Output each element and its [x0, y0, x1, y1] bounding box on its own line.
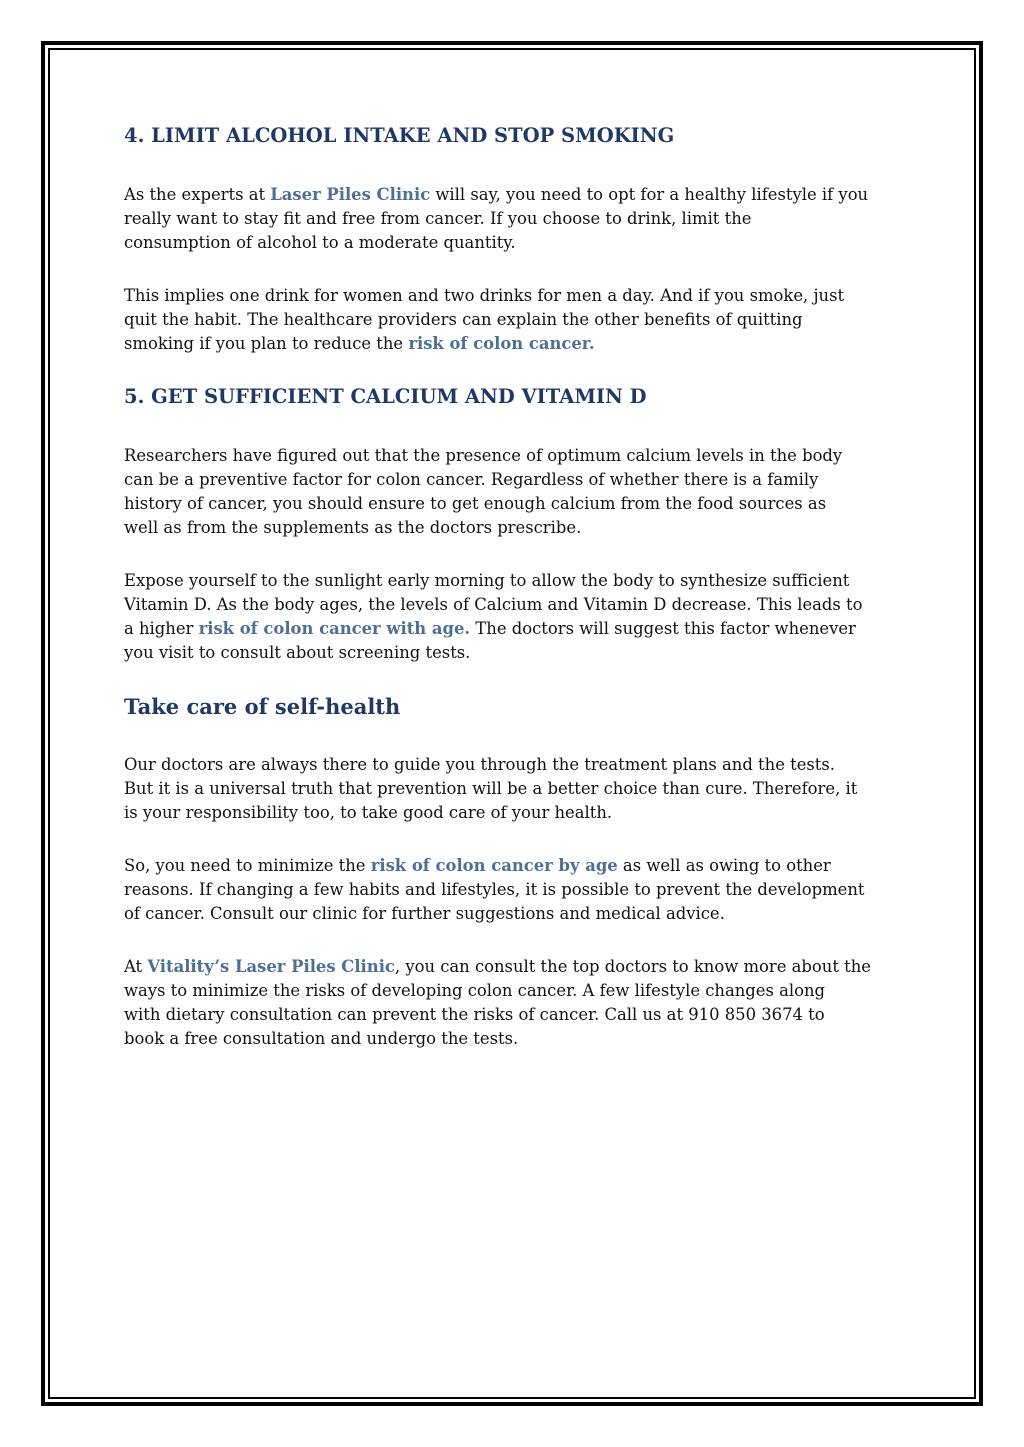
text-line: consumption of alcohol to a moderate quantity. — [124, 233, 516, 252]
text-line: book a free consultation and undergo the tests. — [124, 1029, 519, 1048]
paragraph-s4-2 — [124, 284, 924, 356]
paragraph-s5-1 — [124, 444, 924, 540]
text-line: Our doctors are always there to guide you through the treatment plans and the tests. — [124, 755, 836, 774]
text-line — [124, 955, 924, 979]
text-segment: At — [124, 957, 148, 976]
text-segment: As the experts at — [124, 185, 271, 204]
paragraph-s6-3 — [124, 955, 924, 1051]
text-line: This implies one drink for women and two drinks for men a day. And if you smoke, just — [124, 286, 845, 305]
text-line: quit the habit. The healthcare providers can explain the other benefits of quitting — [124, 310, 803, 329]
text-segment: a higher — [124, 619, 199, 638]
text-line: really want to stay fit and free from cancer. If you choose to drink, limit the — [124, 209, 752, 228]
section-heading-calcium-vitamin-d: 5. GET SUFFICIENT CALCIUM AND VITAMIN D — [124, 385, 647, 408]
link-risk-of-colon-cancer-with-age[interactable]: risk of colon cancer with age. — [198, 619, 471, 638]
text-line — [124, 183, 924, 207]
text-line: of cancer. Consult our clinic for further suggestions and medical advice. — [124, 904, 725, 923]
link-laser-piles-clinic[interactable]: Laser Piles Clinic — [270, 185, 431, 204]
text-line: Expose yourself to the sunlight early morning to allow the body to synthesize sufficient — [124, 571, 850, 590]
text-line — [124, 854, 924, 878]
paragraph-s6-1 — [124, 753, 924, 825]
text-line: reasons. If changing a few habits and lifestyles, it is possible to prevent the development — [124, 880, 865, 899]
link-risk-of-colon-cancer-by-age[interactable]: risk of colon cancer by age — [370, 856, 618, 875]
link-vitality-laser-piles-clinic[interactable]: Vitality’s Laser Piles Clinic — [147, 957, 395, 976]
text-line — [124, 332, 924, 356]
text-line: you visit to consult about screening tests. — [124, 643, 471, 662]
paragraph-s4-1 — [124, 183, 924, 255]
text-segment: The doctors will suggest this factor whenever — [470, 619, 856, 638]
text-segment: smoking if you plan to reduce the — [124, 334, 409, 353]
text-segment: as well as owing to other — [617, 856, 831, 875]
text-line: ways to minimize the risks of developing colon cancer. A few lifestyle changes along — [124, 981, 826, 1000]
text-segment: So, you need to minimize the — [124, 856, 371, 875]
text-line: Researchers have figured out that the presence of optimum calcium levels in the body — [124, 446, 843, 465]
text-line: is your responsibility too, to take good care of your health. — [124, 803, 613, 822]
paragraph-s5-2 — [124, 569, 924, 665]
text-line: can be a preventive factor for colon cancer. Regardless of whether there is a family — [124, 470, 819, 489]
text-line: Vitamin D. As the body ages, the levels of Calcium and Vitamin D decrease. This leads to — [124, 595, 863, 614]
text-line — [124, 617, 924, 641]
text-line: well as from the supplements as the doctors prescribe. — [124, 518, 582, 537]
section-heading-self-health: Take care of self-health — [124, 694, 401, 719]
text-line: But it is a universal truth that prevention will be a better choice than cure. Therefore, it — [124, 779, 858, 798]
text-segment: will say, you need to opt for a healthy lifestyle if you — [430, 185, 869, 204]
paragraph-s6-2 — [124, 854, 924, 926]
link-risk-of-colon-cancer[interactable]: risk of colon cancer. — [408, 334, 595, 353]
text-line: with dietary consultation can prevent the risks of cancer. Call us at 910 850 3674 to — [124, 1005, 825, 1024]
text-segment: , you can consult the top doctors to know more about the — [394, 957, 871, 976]
text-line: history of cancer, you should ensure to get enough calcium from the food sources as — [124, 494, 827, 513]
section-heading-limit-alcohol: 4. LIMIT ALCOHOL INTAKE AND STOP SMOKING — [124, 124, 675, 147]
